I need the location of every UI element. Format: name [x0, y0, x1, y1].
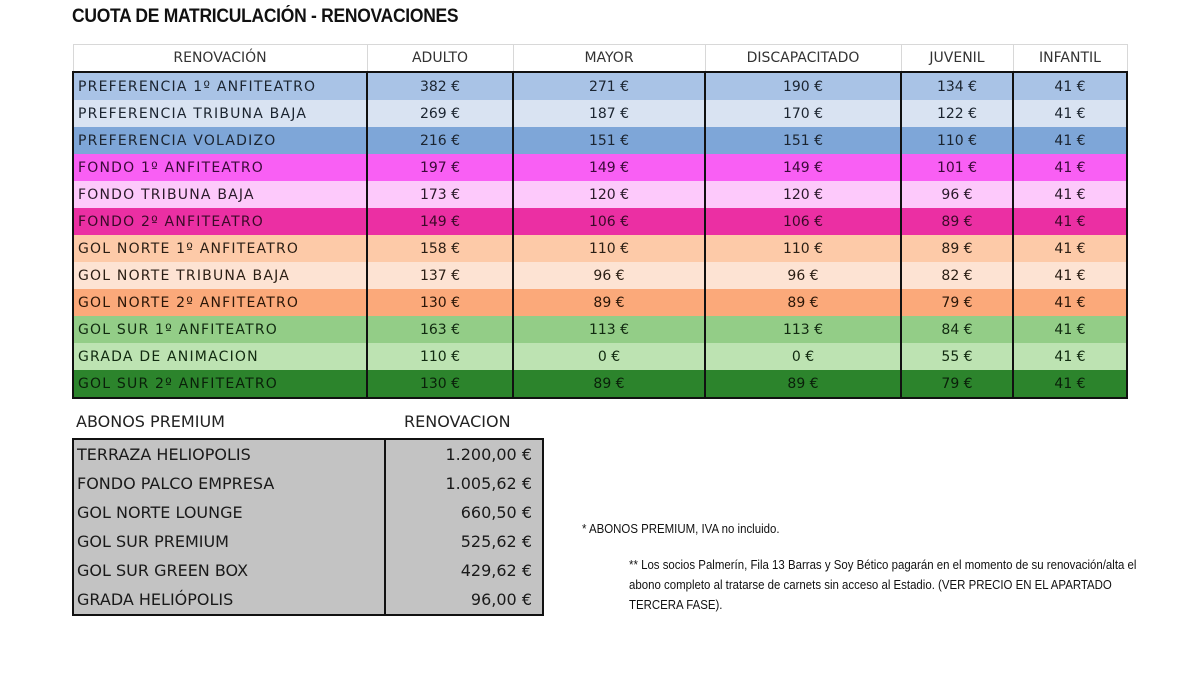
cell-infantil: 41 €	[1013, 181, 1127, 208]
premium-name: GOL NORTE LOUNGE	[73, 498, 385, 527]
cell-discapacitado: 110 €	[705, 235, 901, 262]
cell-adulto: 382 €	[367, 72, 513, 100]
cell-mayor: 187 €	[513, 100, 705, 127]
cell-juvenil: 89 €	[901, 208, 1013, 235]
premium-name: GOL SUR PREMIUM	[73, 527, 385, 556]
cell-infantil: 41 €	[1013, 289, 1127, 316]
cell-mayor: 96 €	[513, 262, 705, 289]
cell-juvenil: 82 €	[901, 262, 1013, 289]
cell-adulto: 130 €	[367, 289, 513, 316]
table-row	[73, 289, 1127, 316]
cell-discapacitado: 190 €	[705, 72, 901, 100]
cell-adulto: 149 €	[367, 208, 513, 235]
table-row	[73, 72, 1127, 100]
premium-header-value: RENOVACION	[404, 412, 511, 431]
column-header-infantil: INFANTIL	[1013, 45, 1127, 73]
cell-infantil: 41 €	[1013, 370, 1127, 398]
cell-juvenil: 84 €	[901, 316, 1013, 343]
premium-value: 525,62 €	[460, 532, 532, 551]
table-row	[73, 181, 1127, 208]
cell-adulto: 173 €	[367, 181, 513, 208]
cell-infantil: 41 €	[1013, 235, 1127, 262]
cell-name: PREFERENCIA 1º ANFITEATRO	[73, 72, 367, 100]
cell-name: FONDO 2º ANFITEATRO	[73, 208, 367, 235]
cell-name: PREFERENCIA VOLADIZO	[73, 127, 367, 154]
premium-value: 429,62 €	[460, 561, 532, 580]
cell-adulto: 197 €	[367, 154, 513, 181]
premium-row	[73, 469, 543, 498]
cell-juvenil: 55 €	[901, 343, 1013, 370]
cell-mayor: 0 €	[513, 343, 705, 370]
cell-adulto: 158 €	[367, 235, 513, 262]
cell-discapacitado: 0 €	[705, 343, 901, 370]
table-row	[73, 262, 1127, 289]
cell-name: GOL NORTE TRIBUNA BAJA	[73, 262, 367, 289]
table-row	[73, 100, 1127, 127]
cell-juvenil: 101 €	[901, 154, 1013, 181]
cell-juvenil: 79 €	[901, 289, 1013, 316]
cell-juvenil: 122 €	[901, 100, 1013, 127]
cell-adulto: 110 €	[367, 343, 513, 370]
cell-juvenil: 134 €	[901, 72, 1013, 100]
cell-discapacitado: 151 €	[705, 127, 901, 154]
premium-name: GOL SUR GREEN BOX	[73, 556, 385, 585]
premium-row	[73, 498, 543, 527]
cell-discapacitado: 149 €	[705, 154, 901, 181]
cell-discapacitado: 96 €	[705, 262, 901, 289]
column-header-discapacitado: DISCAPACITADO	[705, 45, 901, 73]
cell-mayor: 89 €	[513, 370, 705, 398]
cell-name: FONDO TRIBUNA BAJA	[73, 181, 367, 208]
cell-adulto: 137 €	[367, 262, 513, 289]
cell-discapacitado: 120 €	[705, 181, 901, 208]
premium-name: GRADA HELIÓPOLIS	[73, 585, 385, 615]
cell-mayor: 113 €	[513, 316, 705, 343]
column-header-juvenil: JUVENIL	[901, 45, 1013, 73]
cell-name: PREFERENCIA TRIBUNA BAJA	[73, 100, 367, 127]
cell-name: GOL NORTE 2º ANFITEATRO	[73, 289, 367, 316]
page-title: CUOTA DE MATRICULACIÓN - RENOVACIONES	[72, 6, 459, 27]
premium-row	[73, 439, 543, 469]
premium-row	[73, 585, 543, 615]
cell-infantil: 41 €	[1013, 100, 1127, 127]
cell-name: GOL SUR 1º ANFITEATRO	[73, 316, 367, 343]
cell-mayor: 110 €	[513, 235, 705, 262]
column-header-renovacion: RENOVACIÓN	[73, 45, 367, 73]
premium-value: 96,00 €	[470, 590, 532, 609]
cell-adulto: 216 €	[367, 127, 513, 154]
cell-mayor: 151 €	[513, 127, 705, 154]
premium-value: 660,50 €	[460, 503, 532, 522]
table-row	[73, 235, 1127, 262]
table-row	[73, 208, 1127, 235]
cell-discapacitado: 170 €	[705, 100, 901, 127]
cell-name: GOL SUR 2º ANFITEATRO	[73, 370, 367, 398]
premium-name: TERRAZA HELIOPOLIS	[73, 439, 385, 469]
cell-name: GRADA DE ANIMACION	[73, 343, 367, 370]
cell-discapacitado: 106 €	[705, 208, 901, 235]
cell-name: FONDO 1º ANFITEATRO	[73, 154, 367, 181]
cell-mayor: 149 €	[513, 154, 705, 181]
cell-infantil: 41 €	[1013, 154, 1127, 181]
cell-infantil: 41 €	[1013, 262, 1127, 289]
cell-mayor: 271 €	[513, 72, 705, 100]
premium-row	[73, 556, 543, 585]
premium-fees-table	[72, 438, 544, 616]
premium-name: FONDO PALCO EMPRESA	[73, 469, 385, 498]
renewal-fees-table	[72, 44, 1128, 399]
table-row	[73, 127, 1127, 154]
cell-infantil: 41 €	[1013, 316, 1127, 343]
cell-juvenil: 79 €	[901, 370, 1013, 398]
column-header-adulto: ADULTO	[367, 45, 513, 73]
cell-infantil: 41 €	[1013, 72, 1127, 100]
cell-adulto: 269 €	[367, 100, 513, 127]
premium-value: 1.200,00 €	[445, 445, 532, 464]
cell-discapacitado: 89 €	[705, 370, 901, 398]
cell-infantil: 41 €	[1013, 208, 1127, 235]
cell-juvenil: 89 €	[901, 235, 1013, 262]
table-row	[73, 154, 1127, 181]
cell-juvenil: 96 €	[901, 181, 1013, 208]
note-socios: ** Los socios Palmerín, Fila 13 Barras y Soy Bético pagarán en el momento de su renovación/alta el abono completo al tratarse de carnets sin acceso al Estadio. (VER PRECIO EN EL APARTADO TERCERA FASE).	[629, 557, 1137, 612]
cell-discapacitado: 89 €	[705, 289, 901, 316]
table-row	[73, 370, 1127, 398]
column-header-mayor: MAYOR	[513, 45, 705, 73]
cell-mayor: 120 €	[513, 181, 705, 208]
cell-name: GOL NORTE 1º ANFITEATRO	[73, 235, 367, 262]
premium-header	[72, 410, 546, 436]
cell-adulto: 130 €	[367, 370, 513, 398]
cell-infantil: 41 €	[1013, 127, 1127, 154]
note-iva: * ABONOS PREMIUM, IVA no incluido.	[582, 521, 780, 536]
cell-mayor: 106 €	[513, 208, 705, 235]
premium-value: 1.005,62 €	[445, 474, 532, 493]
premium-header-name: ABONOS PREMIUM	[76, 412, 225, 431]
cell-discapacitado: 113 €	[705, 316, 901, 343]
cell-infantil: 41 €	[1013, 343, 1127, 370]
table-header-row	[73, 45, 1127, 73]
table-row	[73, 343, 1127, 370]
cell-mayor: 89 €	[513, 289, 705, 316]
cell-adulto: 163 €	[367, 316, 513, 343]
table-row	[73, 316, 1127, 343]
cell-juvenil: 110 €	[901, 127, 1013, 154]
premium-row	[73, 527, 543, 556]
